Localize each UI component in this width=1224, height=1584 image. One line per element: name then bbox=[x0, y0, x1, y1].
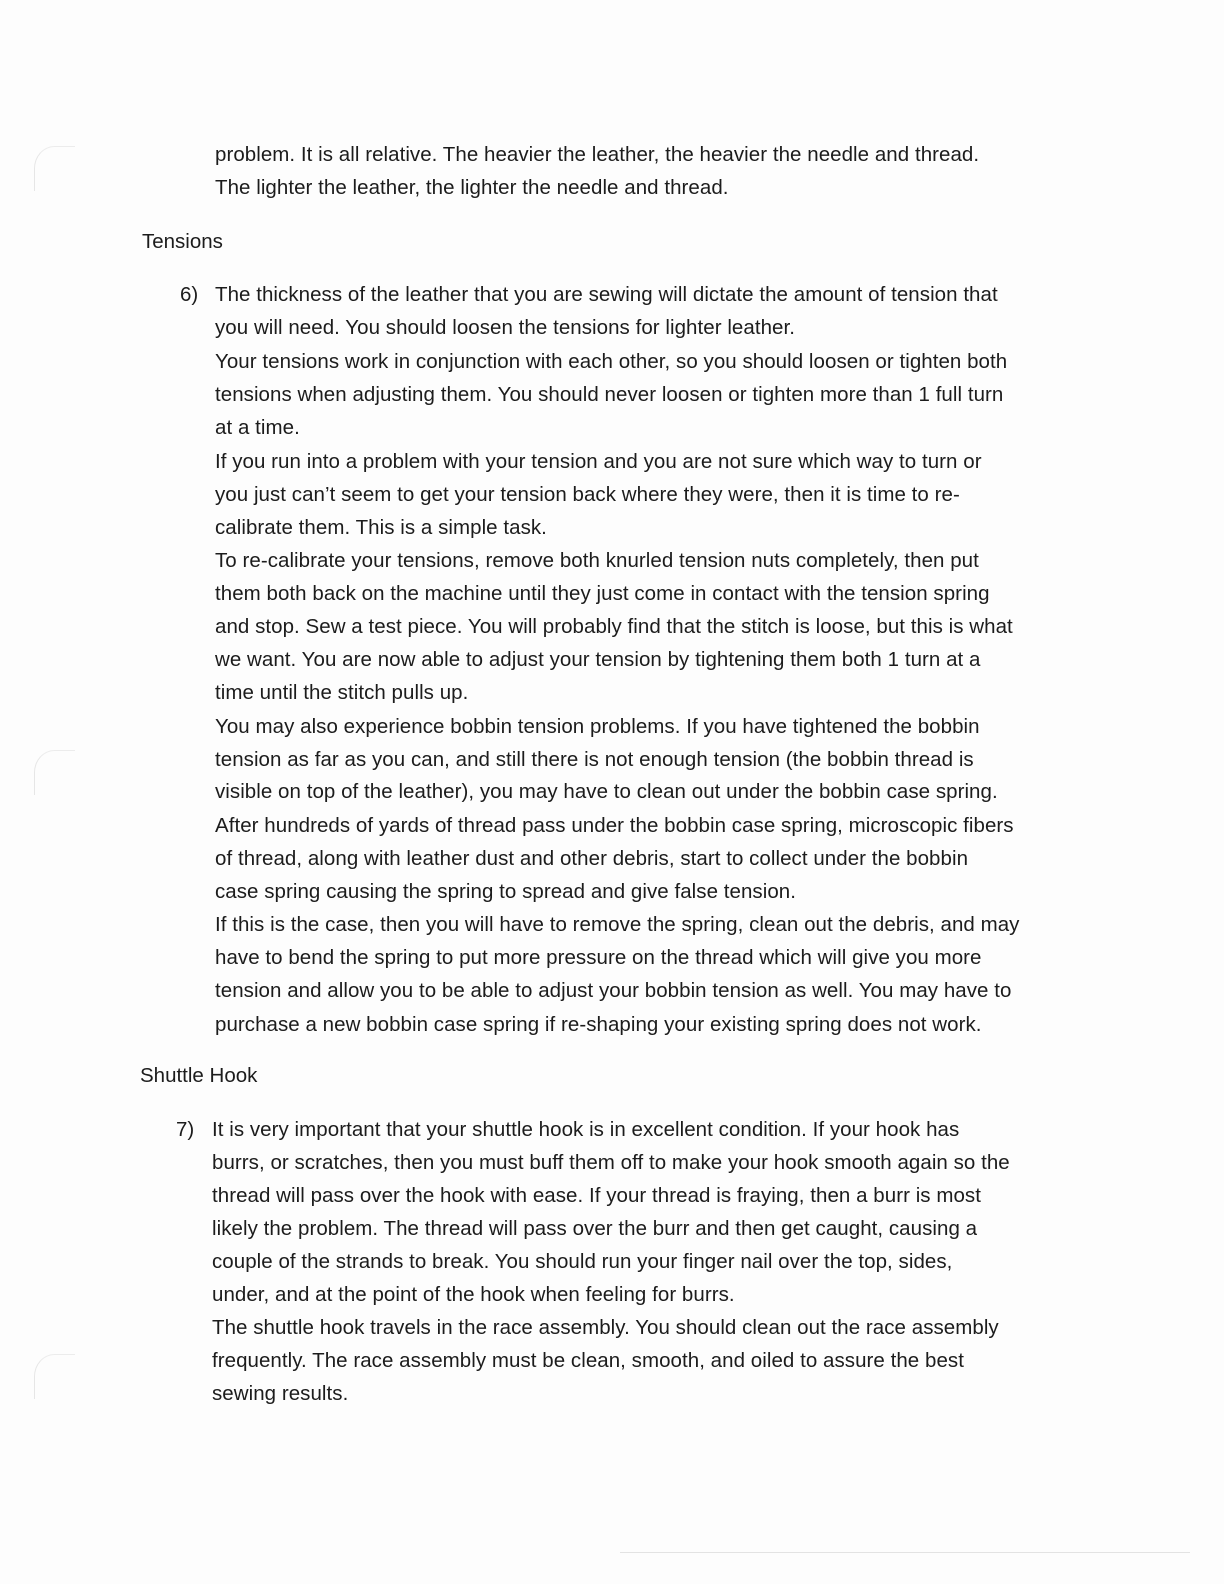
tensions-line: purchase a new bobbin case spring if re-shaping your existing spring does not work. bbox=[215, 1013, 982, 1036]
tensions-line: time until the stitch pulls up. bbox=[215, 681, 469, 704]
tensions-line: You may also experience bobbin tension problems. If you have tightened the bobbin bbox=[215, 715, 980, 738]
shuttle-hook-line: frequently. The race assembly must be clean, smooth, and oiled to assure the best bbox=[212, 1349, 964, 1372]
shuttle-hook-line: The shuttle hook travels in the race assembly. You should clean out the race assembly bbox=[212, 1316, 999, 1339]
tensions-line: Your tensions work in conjunction with each other, so you should loosen or tighten both bbox=[215, 350, 1008, 373]
tensions-line: have to bend the spring to put more pressure on the thread which will give you more bbox=[215, 946, 982, 969]
tensions-line: you just can’t seem to get your tension back where they were, then it is time to re- bbox=[215, 483, 960, 506]
tensions-line: The thickness of the leather that you are sewing will dictate the amount of tension that bbox=[215, 283, 998, 306]
tensions-line: tension as far as you can, and still there is not enough tension (the bobbin thread is bbox=[215, 748, 974, 771]
scan-edge-line bbox=[620, 1552, 1190, 1553]
punch-hole-mark-top bbox=[34, 146, 75, 191]
tensions-line: you will need. You should loosen the tensions for lighter leather. bbox=[215, 316, 795, 339]
tensions-line: case spring causing the spring to spread and give false tension. bbox=[215, 880, 796, 903]
tensions-line: tension and allow you to be able to adjust your bobbin tension as well. You may have to bbox=[215, 979, 1012, 1002]
tensions-line: of thread, along with leather dust and other debris, start to collect under the bobbin bbox=[215, 847, 969, 870]
item-number-6: 6) bbox=[180, 283, 199, 306]
tensions-line: we want. You are now able to adjust your tension by tightening them both 1 turn at a bbox=[215, 648, 981, 671]
item-number-7: 7) bbox=[176, 1118, 195, 1141]
shuttle-hook-line: sewing results. bbox=[212, 1382, 349, 1405]
tensions-line: tensions when adjusting them. You should never loosen or tighten more than 1 full turn bbox=[215, 383, 1004, 406]
shuttle-hook-line: couple of the strands to break. You should run your finger nail over the top, sides, bbox=[212, 1250, 953, 1273]
shuttle-hook-line: burrs, or scratches, then you must buff them off to make your hook smooth again so the bbox=[212, 1151, 1010, 1174]
tensions-line: visible on top of the leather), you may have to clean out under the bobbin case spring. bbox=[215, 780, 998, 803]
tensions-line: at a time. bbox=[215, 416, 300, 439]
shuttle-hook-line: under, and at the point of the hook when feeling for burrs. bbox=[212, 1283, 735, 1306]
shuttle-hook-line: likely the problem. The thread will pass over the burr and then get caught, causing a bbox=[212, 1217, 978, 1240]
tensions-line: calibrate them. This is a simple task. bbox=[215, 516, 547, 539]
tensions-line: them both back on the machine until they just come in contact with the tension spring bbox=[215, 582, 990, 605]
punch-hole-mark-bottom bbox=[34, 1354, 75, 1399]
tensions-line: After hundreds of yards of thread pass under the bobbin case spring, microscopic fibers bbox=[215, 814, 1014, 837]
shuttle-hook-line: thread will pass over the hook with ease. If your thread is fraying, then a burr is most bbox=[212, 1184, 981, 1207]
punch-hole-mark-middle bbox=[34, 750, 75, 795]
tensions-line: If this is the case, then you will have to remove the spring, clean out the debris, and may bbox=[215, 913, 1020, 936]
shuttle-hook-line: It is very important that your shuttle hook is in excellent condition. If your hook has bbox=[212, 1118, 960, 1141]
tensions-line: and stop. Sew a test piece. You will probably find that the stitch is loose, but this is what bbox=[215, 615, 1013, 638]
section-heading-tensions: Tensions bbox=[142, 230, 223, 253]
tensions-line: To re-calibrate your tensions, remove both knurled tension nuts completely, then put bbox=[215, 549, 979, 572]
continuation-line: problem. It is all relative. The heavier the leather, the heavier the needle and thread. bbox=[215, 143, 980, 166]
tensions-line: If you run into a problem with your tension and you are not sure which way to turn or bbox=[215, 450, 982, 473]
continuation-line: The lighter the leather, the lighter the needle and thread. bbox=[215, 176, 729, 199]
section-heading-shuttle-hook: Shuttle Hook bbox=[140, 1064, 258, 1087]
